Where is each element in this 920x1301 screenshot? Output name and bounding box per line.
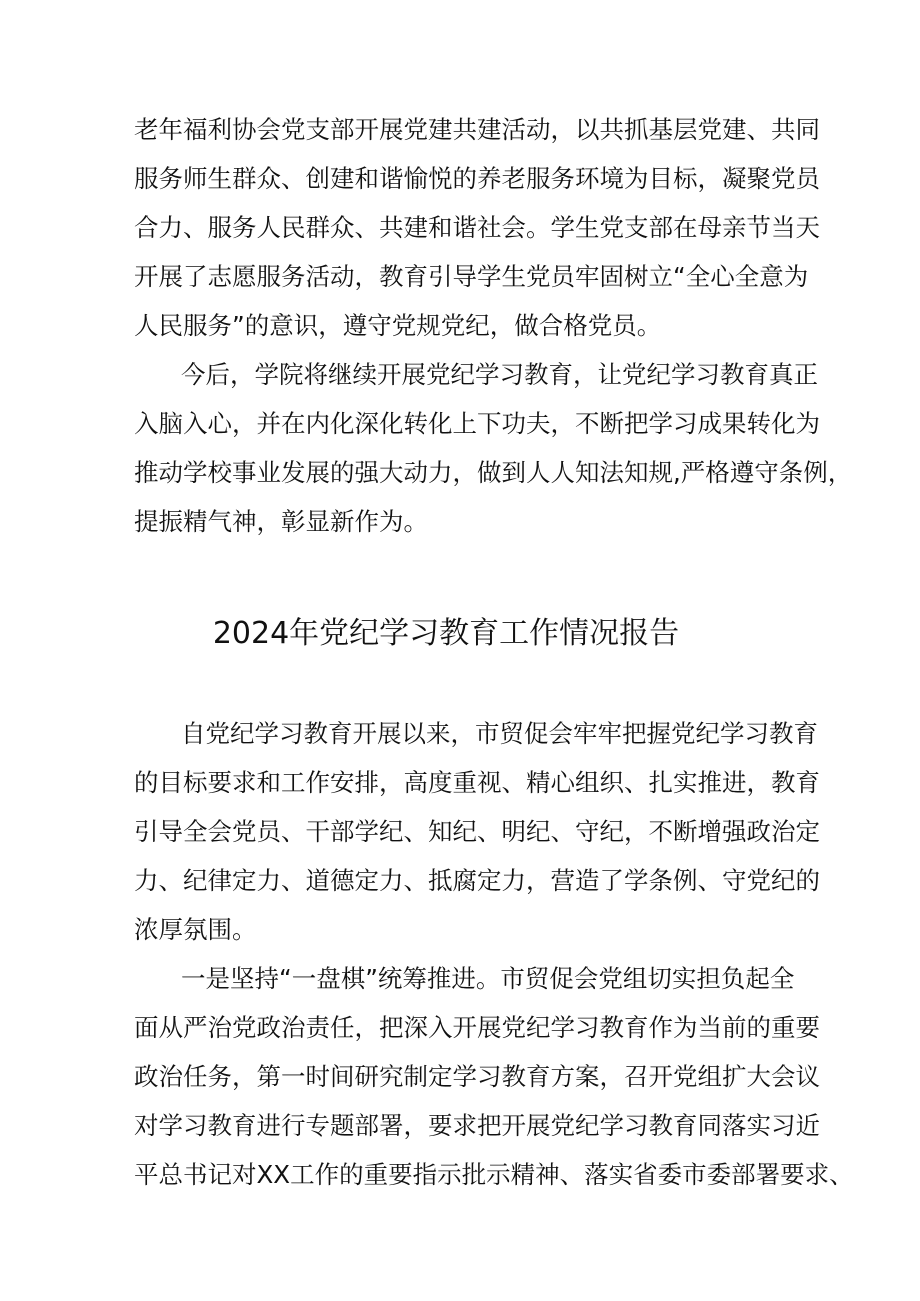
- text-line: 推动学校事业发展的强大动力，做到人人知法知规,严格遵守条例，: [134, 458, 853, 487]
- text-line: 服务师生群众、创建和谐愉悦的养老服务环境为目标，凝聚党员: [134, 164, 820, 193]
- text-line: 一是坚持“一盘棋”统筹推进。市贸促会党组切实担负起全: [181, 964, 795, 993]
- text-line: 老年福利协会党支部开展党建共建活动，以共抓基层党建、共同: [134, 115, 820, 144]
- text-line: 入脑入心，并在内化深化转化上下功夫，不断把学习成果转化为: [134, 409, 820, 438]
- text-line: 人民服务”的意识，遵守党规党纪，做合格党员。: [134, 311, 662, 340]
- text-line: 今后，学院将继续开展党纪学习教育，让党纪学习教育真正: [181, 360, 818, 389]
- text-line: 的目标要求和工作安排，高度重视、精心组织、扎实推进，教育: [134, 768, 820, 797]
- text-line: 力、纪律定力、道德定力、抵腐定力，营造了学条例、守党纪的: [134, 866, 820, 895]
- text-line: 平总书记对XX工作的重要指示批示精神、落实省委市委部署要求、: [134, 1160, 854, 1189]
- text-line: 引导全会党员、干部学纪、知纪、明纪、守纪，不断增强政治定: [134, 817, 820, 846]
- text-line: 提振精气神，彰显新作为。: [134, 507, 428, 536]
- text-line: 自党纪学习教育开展以来，市贸促会牢牢把握党纪学习教育: [181, 719, 818, 748]
- text-line: 开展了志愿服务活动，教育引导学生党员牢固树立“全心全意为: [134, 262, 809, 291]
- text-line: 政治任务，第一时间研究制定学习教育方案，召开党组扩大会议: [134, 1062, 820, 1091]
- text-line: 面从严治党政治责任，把深入开展党纪学习教育作为当前的重要: [134, 1013, 820, 1042]
- text-line: 对学习教育进行专题部署，要求把开展党纪学习教育同落实习近: [134, 1111, 820, 1140]
- text-line: 浓厚氛围。: [134, 915, 257, 944]
- text-line: 合力、服务人民群众、共建和谐社会。学生党支部在母亲节当天: [134, 213, 820, 242]
- report-title: 2024年党纪学习教育工作情况报告: [212, 616, 680, 651]
